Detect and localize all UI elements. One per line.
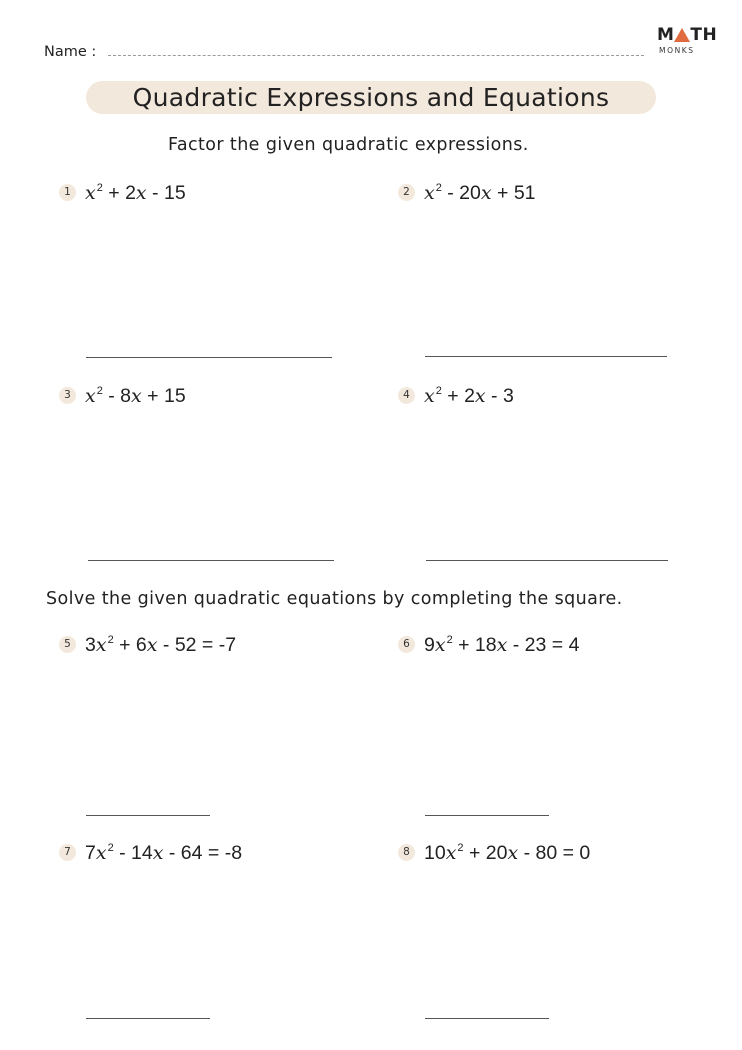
problem-number: 3 (59, 387, 76, 404)
problem-expression: $9x^2 + 18x - 23 = 4$ (424, 634, 580, 656)
name-label: Name : (44, 44, 97, 60)
answer-line-1[interactable] (86, 357, 332, 358)
answer-line-2[interactable] (425, 356, 667, 357)
logo-subtitle: MONKS (659, 46, 695, 55)
problem-expression: $x^2 - 8x + 15$ (85, 385, 186, 407)
section1-instruction: Factor the given quadratic expressions. (168, 135, 529, 155)
logo-letter-m: M (657, 25, 675, 45)
problem-number: 2 (398, 184, 415, 201)
name-field[interactable] (108, 55, 644, 56)
problem-number: 4 (398, 387, 415, 404)
problem-number: 6 (398, 636, 415, 653)
problem-expression: $10x^2 + 20x - 80 = 0$ (424, 842, 591, 864)
problem-number: 1 (59, 184, 76, 201)
answer-line-6[interactable] (425, 815, 549, 816)
problem-expression: $x^2 - 20x + 51$ (424, 182, 536, 204)
problem-number: 8 (398, 844, 415, 861)
logo-letters-th: TH (690, 25, 718, 45)
problem-expression: $x^2 + 2x - 3$ (424, 385, 514, 407)
problem-expression: $7x^2 - 14x - 64 = -8$ (85, 842, 243, 864)
logo-triangle-icon (674, 28, 690, 42)
title-banner (86, 81, 656, 114)
page-title: Quadratic Expressions and Equations (132, 83, 610, 112)
problem-expression: $x^2 + 2x - 15$ (85, 182, 186, 204)
problem-expression: $3x^2 + 6x - 52 = -7$ (85, 634, 237, 656)
problem-number: 5 (59, 636, 76, 653)
answer-line-3[interactable] (88, 560, 334, 561)
problem-number: 7 (59, 844, 76, 861)
answer-line-7[interactable] (86, 1018, 210, 1019)
section2-instruction: Solve the given quadratic equations by completing the square. (46, 589, 623, 609)
answer-line-5[interactable] (86, 815, 210, 816)
math-monks-logo (657, 26, 717, 55)
answer-line-8[interactable] (425, 1018, 549, 1019)
answer-line-4[interactable] (426, 560, 668, 561)
